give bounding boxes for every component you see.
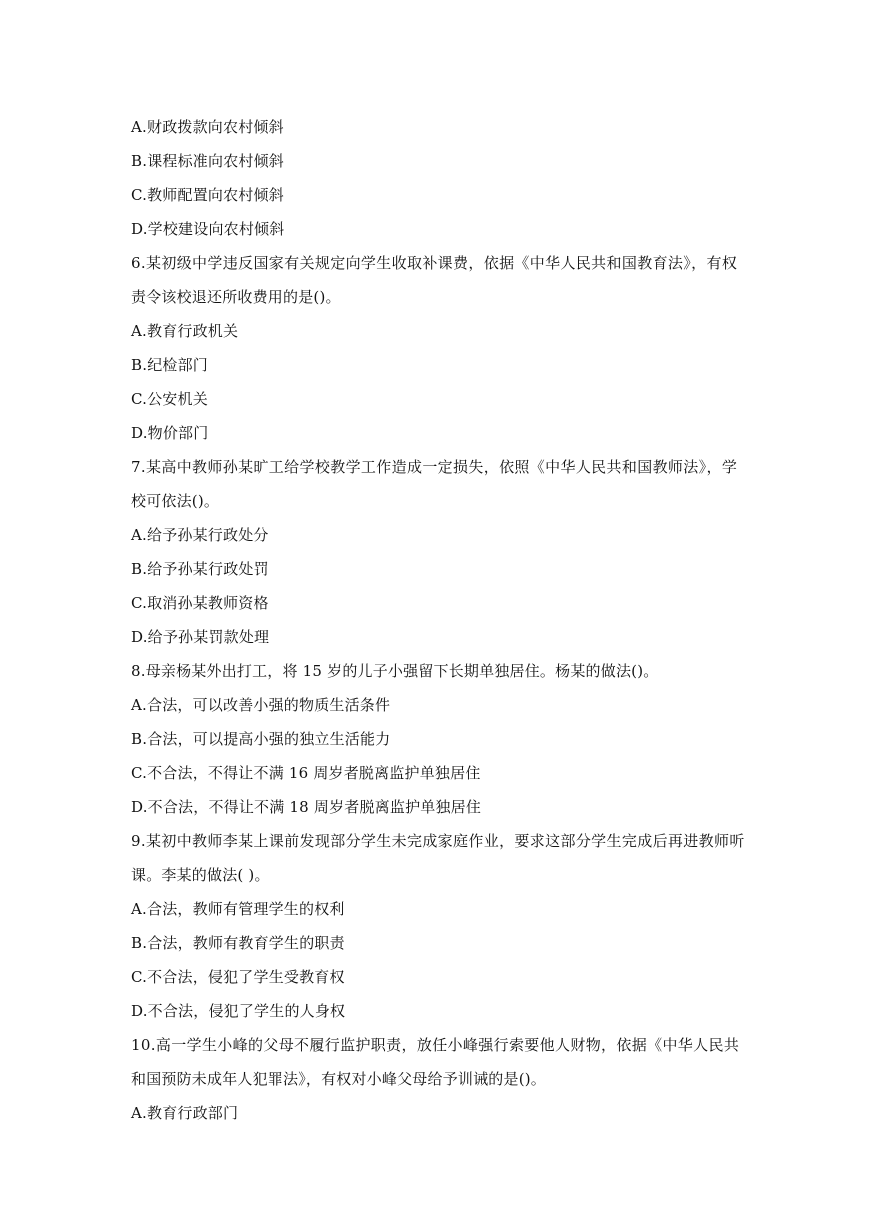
option-a-q5: A.财政拨款向农村倾斜 — [131, 118, 284, 136]
option-b-q7: B.给予孙某行政处罚 — [131, 560, 269, 578]
question-10-line-1: 10.高一学生小峰的父母不履行监护职责，放任小峰强行索要他人财物，依据《中华人民共 — [131, 1036, 740, 1054]
option-d-q7: D.给予孙某罚款处理 — [131, 628, 270, 646]
option-c-q5: C.教师配置向农村倾斜 — [131, 186, 284, 204]
option-b-q6: B.纪检部门 — [131, 356, 208, 374]
option-c-q8: C.不合法，不得让不满 16 周岁者脱离监护单独居住 — [131, 764, 481, 782]
document-content — [131, 110, 745, 1130]
option-c-q6: C.公安机关 — [131, 390, 208, 408]
question-9-line-1: 9.某初中教师李某上课前发现部分学生未完成家庭作业，要求这部分学生完成后再进教师听 — [131, 832, 745, 850]
option-a-q6: A.教育行政机关 — [131, 322, 239, 340]
question-7-line-1: 7.某高中教师孙某旷工给学校教学工作造成一定损失，依照《中华人民共和国教师法》，学 — [131, 458, 738, 476]
option-a-q7: A.给予孙某行政处分 — [131, 526, 269, 544]
option-d-q8: D.不合法，不得让不满 18 周岁者脱离监护单独居住 — [131, 798, 482, 816]
question-8: 8.母亲杨某外出打工，将 15 岁的儿子小强留下长期单独居住。杨某的做法()。 — [131, 662, 659, 680]
option-b-q9: B.合法，教师有教育学生的职责 — [131, 934, 345, 952]
option-b-q8: B.合法，可以提高小强的独立生活能力 — [131, 730, 391, 748]
option-d-q5: D.学校建设向农村倾斜 — [131, 220, 285, 238]
option-c-q7: C.取消孙某教师资格 — [131, 594, 269, 612]
option-b-q5: B.课程标准向农村倾斜 — [131, 152, 284, 170]
question-9-line-2: 课。李某的做法( )。 — [131, 866, 270, 884]
option-d-q9: D.不合法，侵犯了学生的人身权 — [131, 1002, 346, 1020]
question-6-line-2: 责令该校退还所收费用的是()。 — [131, 288, 341, 306]
option-a-q10: A.教育行政部门 — [131, 1104, 239, 1122]
question-10-line-2: 和国预防未成年人犯罪法》，有权对小峰父母给予训诫的是()。 — [131, 1070, 547, 1088]
option-a-q9: A.合法，教师有管理学生的权利 — [131, 900, 345, 918]
question-7-line-2: 校可依法()。 — [131, 492, 220, 510]
option-c-q9: C.不合法，侵犯了学生受教育权 — [131, 968, 345, 986]
question-6-line-1: 6.某初级中学违反国家有关规定向学生收取补课费，依据《中华人民共和国教育法》，有权 — [131, 254, 738, 272]
option-d-q6: D.物价部门 — [131, 424, 209, 442]
option-a-q8: A.合法，可以改善小强的物质生活条件 — [131, 696, 391, 714]
